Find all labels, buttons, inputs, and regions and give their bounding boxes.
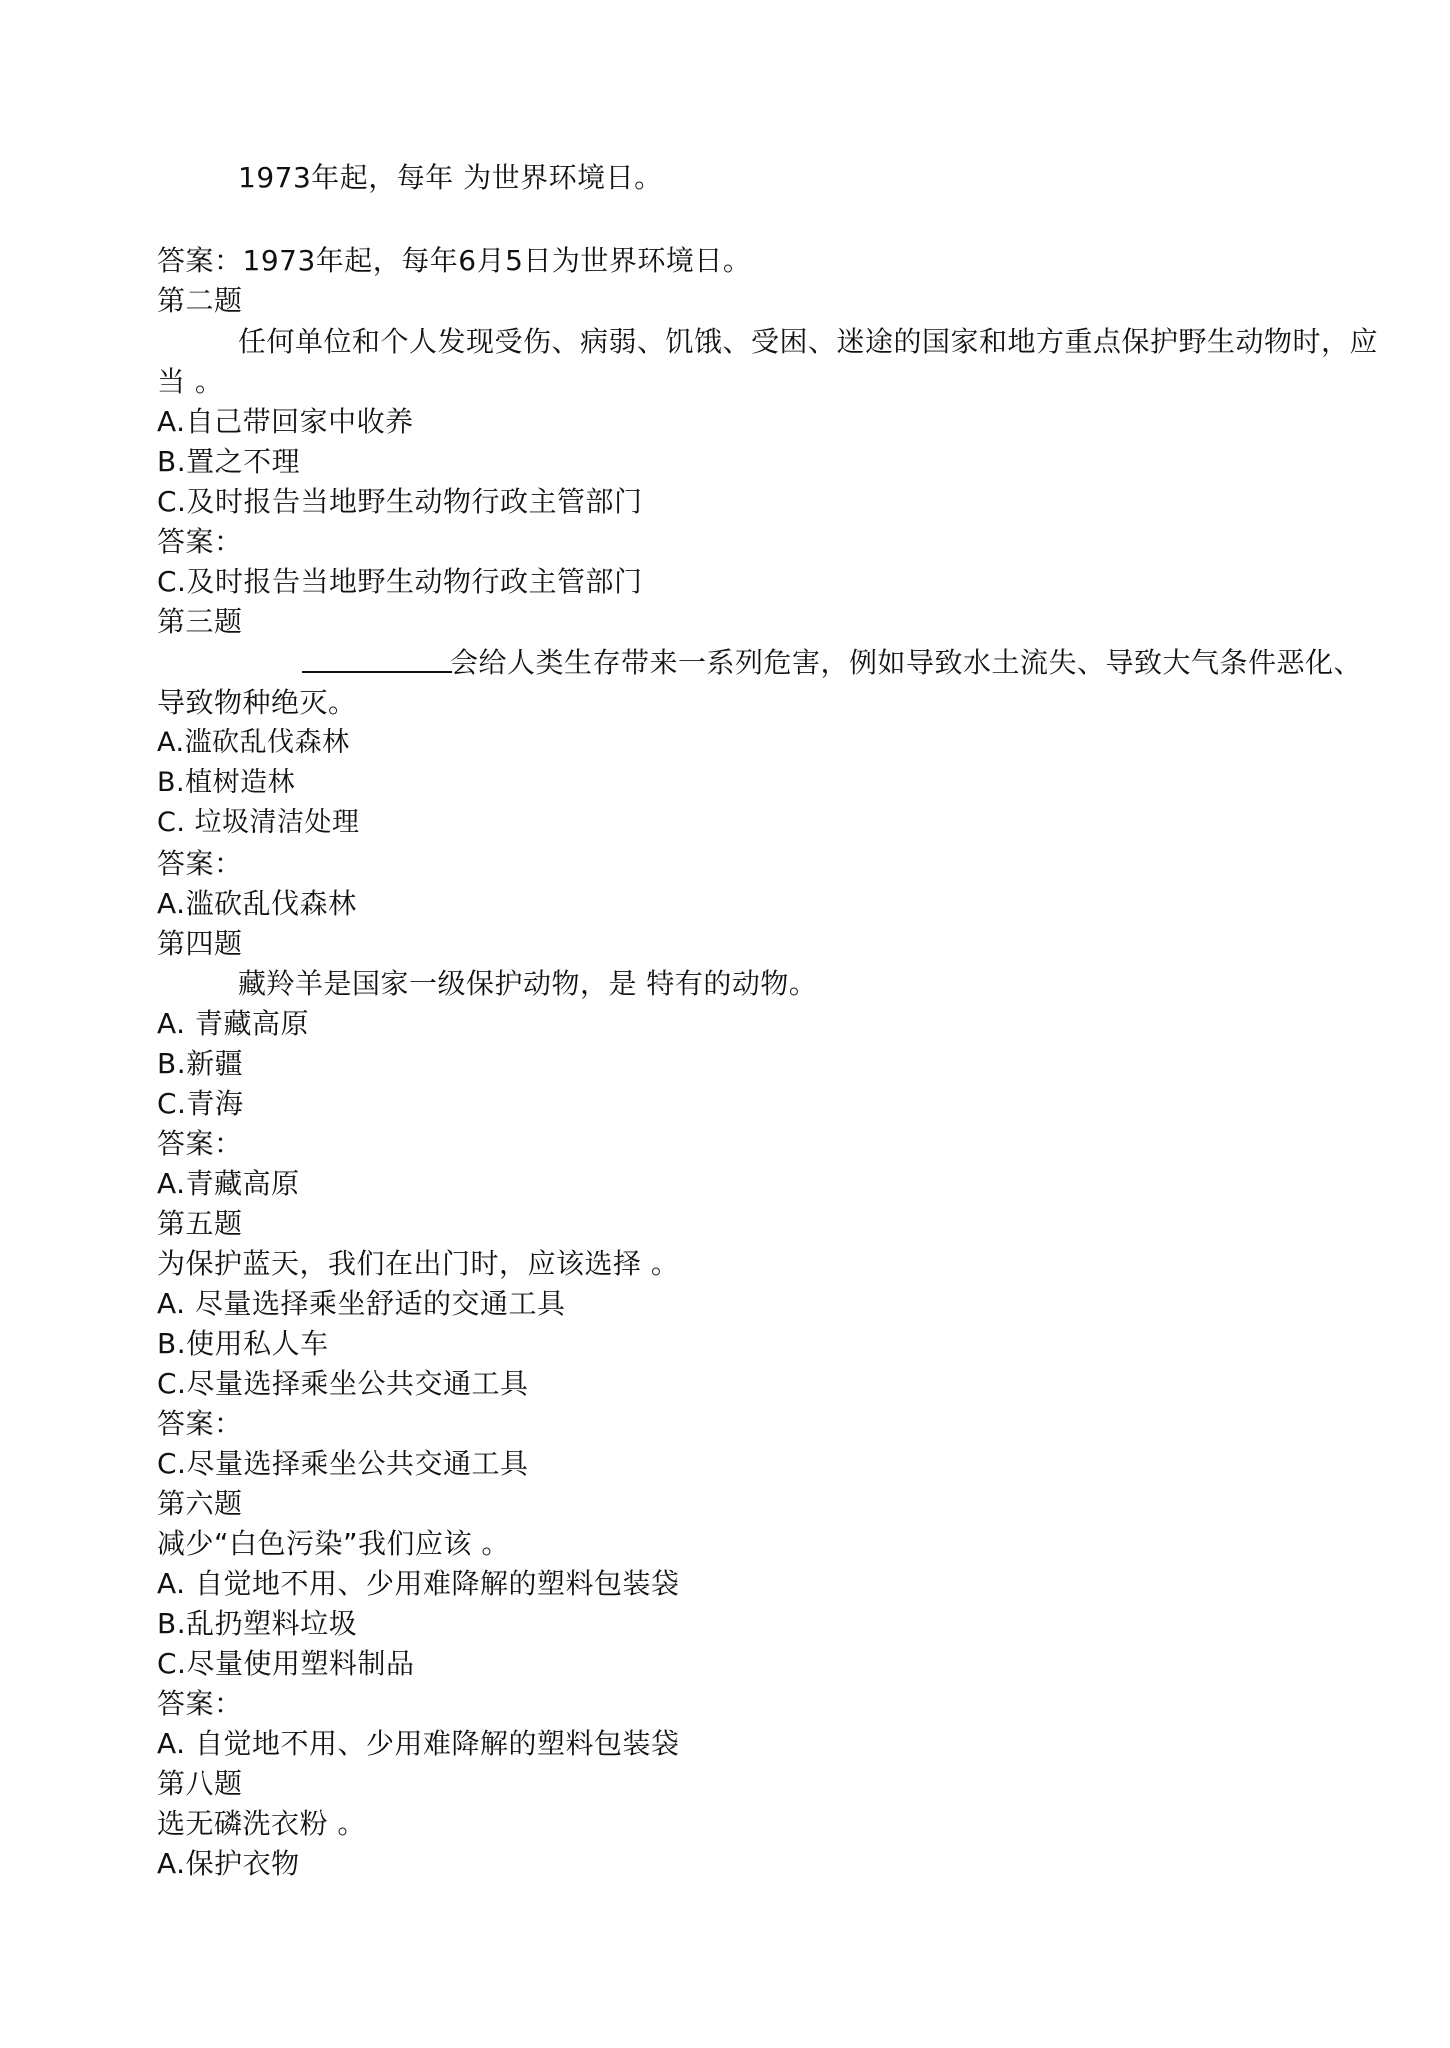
q6-answer: A. 自觉地不用、少用难降解的塑料包装袋: [157, 1727, 680, 1760]
q4-heading: 第四题: [157, 927, 243, 960]
q3-heading: 第三题: [157, 605, 243, 638]
q3-answer: A.滥砍乱伐森林: [157, 887, 357, 920]
q6-option-c: C.尽量使用塑料制品: [157, 1647, 415, 1680]
q6-text: 减少“白色污染”我们应该 。: [157, 1527, 510, 1560]
q6-answer-label: 答案：: [157, 1687, 243, 1720]
q4-answer-label: 答案：: [157, 1127, 243, 1160]
q4-option-a: A. 青藏高原: [157, 1007, 309, 1040]
q5-option-b: B.使用私人车: [157, 1327, 329, 1360]
q3-option-a: A.滥砍乱伐森林: [157, 727, 350, 758]
q6-option-b: B.乱扔塑料垃圾: [157, 1607, 358, 1640]
q1-text: 1973年起，每年 为世界环境日。: [238, 161, 663, 194]
q3-answer-label: 答案：: [157, 847, 243, 880]
q3-blank: [302, 645, 452, 673]
q5-text: 为保护蓝天，我们在出门时，应该选择 。: [157, 1247, 680, 1280]
q8-option-a: A.保护衣物: [157, 1847, 300, 1880]
q3-blank-line: [302, 645, 452, 682]
q1-answer: 答案：1973年起，每年6月5日为世界环境日。: [157, 244, 752, 277]
q3-text-line2: 导致物种绝灭。: [157, 686, 357, 719]
q2-option-b: B.置之不理: [157, 445, 301, 478]
q3-option-b: B.植树造林: [157, 767, 296, 798]
q2-text-line1: 任何单位和个人发现受伤、病弱、饥饿、受困、迷途的国家和地方重点保护野生动物时，应: [238, 325, 1379, 358]
q6-heading: 第六题: [157, 1487, 243, 1520]
q4-text: 藏羚羊是国家一级保护动物，是 特有的动物。: [238, 967, 818, 1000]
q3-option-c: C. 垃圾清洁处理: [157, 807, 360, 838]
q6-option-a: A. 自觉地不用、少用难降解的塑料包装袋: [157, 1567, 680, 1600]
q8-heading: 第八题: [157, 1767, 243, 1800]
q4-option-c: C.青海: [157, 1087, 244, 1120]
q2-option-a: A.自己带回家中收养: [157, 405, 414, 438]
q2-answer-label: 答案：: [157, 525, 243, 558]
q4-option-b: B.新疆: [157, 1047, 244, 1080]
q2-text-line2: 当 。: [157, 365, 224, 398]
q5-option-a: A. 尽量选择乘坐舒适的交通工具: [157, 1287, 566, 1320]
q5-answer: C.尽量选择乘坐公共交通工具: [157, 1447, 529, 1480]
q5-answer-label: 答案：: [157, 1407, 243, 1440]
q2-option-c: C.及时报告当地野生动物行政主管部门: [157, 485, 643, 518]
q3-text-line1: 会给人类生存带来一系列危害，例如导致水土流失、导致大气条件恶化、: [450, 646, 1363, 679]
q4-answer: A.青藏高原: [157, 1167, 300, 1200]
q5-heading: 第五题: [157, 1207, 243, 1240]
q5-option-c: C.尽量选择乘坐公共交通工具: [157, 1367, 529, 1400]
q2-answer: C.及时报告当地野生动物行政主管部门: [157, 565, 643, 598]
q8-text: 选无磷洗衣粉 。: [157, 1807, 366, 1840]
q2-heading: 第二题: [157, 284, 243, 317]
